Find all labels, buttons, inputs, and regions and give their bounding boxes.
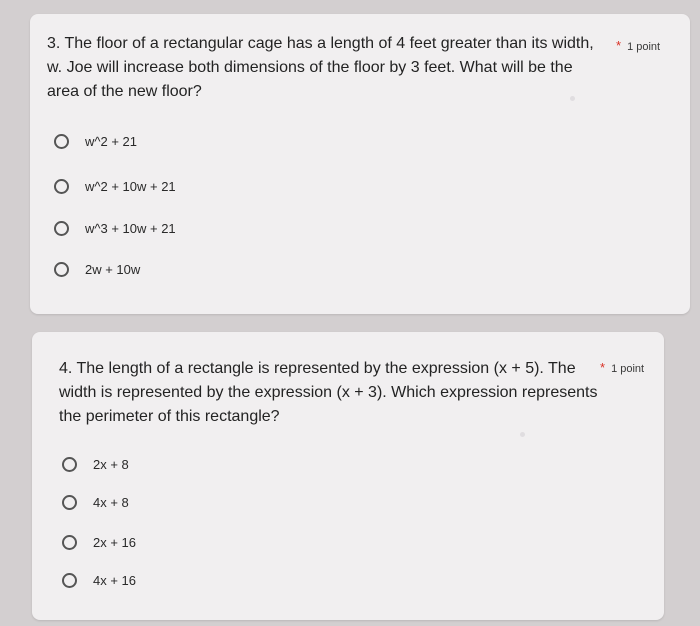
points-label: [616, 38, 660, 53]
option-label: w^2 + 21: [85, 134, 137, 149]
option-radio[interactable]: [54, 221, 176, 236]
required-star-icon: *: [600, 360, 606, 375]
points-value: 1 point: [627, 41, 661, 53]
option-radio[interactable]: [62, 495, 129, 510]
dot-decoration: [570, 96, 575, 101]
points-label: [600, 360, 644, 375]
option-label: 2w + 10w: [85, 262, 141, 277]
option-label: w^2 + 10w + 21: [85, 179, 176, 194]
radio-icon[interactable]: [54, 221, 69, 236]
question-card-4: [32, 332, 664, 620]
option-radio[interactable]: [62, 573, 136, 588]
dot-decoration: [520, 432, 525, 437]
option-label: 2x + 8: [93, 457, 129, 472]
radio-icon[interactable]: [62, 457, 77, 472]
question-text: 3. The floor of a rectangular cage has a length of 4 feet greater than its width, w. Joe will increase both dimensions of the floor by 3 feet. What will be the area of the new floor?: [47, 35, 594, 100]
question-text: 4. The length of a rectangle is represented by the expression (x + 5). The width is represented by the expression (x + 3). Which expression represents the perimeter of this rectangle?: [59, 360, 598, 425]
radio-icon[interactable]: [62, 495, 77, 510]
option-radio[interactable]: [54, 134, 137, 149]
required-star-icon: *: [616, 38, 622, 53]
option-radio[interactable]: [62, 535, 136, 550]
radio-icon[interactable]: [62, 535, 77, 550]
radio-icon[interactable]: [54, 262, 69, 277]
option-label: w^3 + 10w + 21: [85, 221, 176, 236]
points-value: 1 point: [611, 363, 645, 375]
radio-icon[interactable]: [62, 573, 77, 588]
radio-icon[interactable]: [54, 179, 69, 194]
option-label: 4x + 16: [93, 573, 137, 588]
option-radio[interactable]: [62, 457, 129, 472]
option-radio[interactable]: [54, 179, 176, 194]
option-label: 2x + 16: [93, 535, 137, 550]
option-label: 4x + 8: [93, 495, 129, 510]
radio-icon[interactable]: [54, 134, 69, 149]
question-card-3: [30, 14, 690, 314]
option-radio[interactable]: [54, 262, 140, 277]
